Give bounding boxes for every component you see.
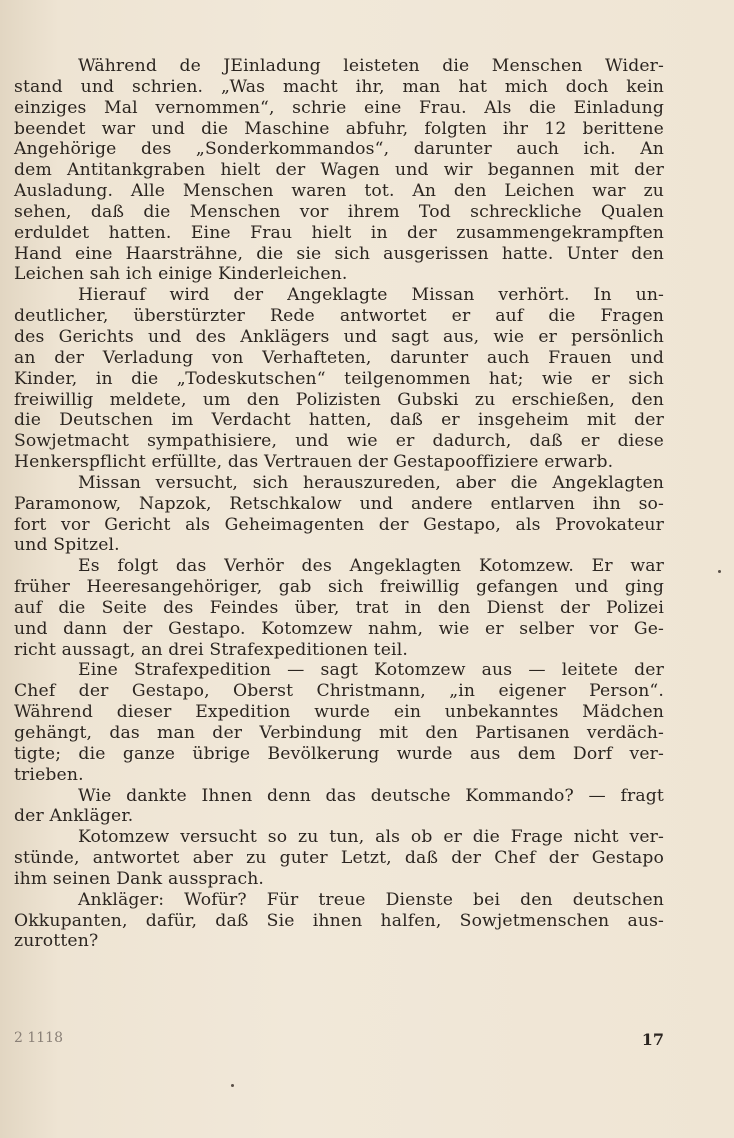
print-speck [718,570,721,573]
text-line: beendet war und die Maschine abfuhr, folgten ihr 12 berittene [14,118,664,139]
text-line: erduldet hatten. Eine Frau hielt in der zusammengekrampften [14,222,664,243]
text-line: Sowjetmacht sympathisiere, und wie er dadurch, daß er diese [14,431,664,452]
text-line: Paramonow, Napzok, Retschkalow und andere entlarven ihn so- [14,493,664,514]
text-line: gehängt, das man der Verbindung mit den Partisanen verdäch- [14,723,664,743]
paragraph [14,473,664,556]
text-line: Hand eine Haarsträhne, die sie sich ausgerissen hatte. Unter den [14,243,664,264]
text-line: trieben. [14,764,84,785]
text-line: richt aussagt, an drei Strafexpeditionen teil. [14,639,408,660]
text-line: sehen, daß die Menschen vor ihrem Tod schreckliche Qualen [14,201,664,222]
text-line: Missan versucht, sich herauszureden, aber die Angeklagten [78,472,664,493]
text-line: Während dieser Expedition wurde ein unbekanntes Mädchen [14,702,664,723]
paragraph [14,285,664,473]
paragraph [14,660,664,785]
text-line: auf die Seite des Feindes über, trat in den Dienst der Polizei [14,597,664,618]
text-line: deutlicher, überstürzter Rede antwortet er auf die Fragen [14,306,664,327]
text-line: und Spitzel. [14,535,120,556]
text-line: Es folgt das Verhör des Angeklagten Kotomzew. Er war [78,556,664,577]
paragraph [14,556,664,660]
text-line: der Ankläger. [14,806,134,827]
text-line: fort vor Gericht als Geheimagenten der Gestapo, als Provokateur [14,514,664,535]
text-line: Okkupanten, dafür, daß Sie ihnen halfen, Sowjetmenschen aus- [14,910,664,931]
page-number: 17 [641,1030,664,1049]
text-line: einziges Mal vernommen“, schrie eine Frau. Als die Einladung [14,97,664,118]
print-code: 2 1118 [14,1030,63,1046]
text-line: tigte; die ganze übrige Bevölkerung wurde aus dem Dorf ver- [14,743,664,764]
text-line: ihm seinen Dank aussprach. [14,868,265,889]
text-line: Wie dankte Ihnen denn das deutsche Kommando? — fragt [78,785,664,806]
text-line: Leichen sah ich einige Kinderleichen. [14,264,348,285]
body-text [14,56,664,952]
text-line: Hierauf wird der Angeklagte Missan verhört. In un- [78,285,664,306]
text-line: freiwillig meldete, um den Polizisten Gubski zu erschießen, den [14,389,664,410]
text-line: Kotomzew versucht so zu tun, als ob er die Frage nicht ver- [78,827,664,848]
text-line: Kinder, in die „Todeskutschen“ teilgenommen hat; wie er sich [14,368,664,389]
text-line: an der Verladung von Verhafteten, darunter auch Frauen und [14,347,664,368]
paragraph [14,56,664,285]
text-line: Ausladung. Alle Menschen waren tot. An den Leichen war zu [14,181,664,202]
paragraph [14,786,664,828]
text-line: dem Antitankgraben hielt der Wagen und wir begannen mit der [14,160,664,181]
text-line: die Deutschen im Verdacht hatten, daß er insgeheim mit der [14,410,664,431]
text-line: Während de JEinladung leisteten die Menschen Wider- [78,56,664,76]
print-speck [231,1084,234,1087]
text-line: zurotten? [14,931,99,952]
text-line: stand und schrien. „Was macht ihr, man hat mich doch kein [14,76,664,97]
text-line: Henkerspflicht erfüllte, das Vertrauen der Gestapooffiziere erwarb. [14,452,614,473]
text-line: stünde, antwortet aber zu guter Letzt, daß der Chef der Gestapo [14,848,664,869]
text-line: und dann der Gestapo. Kotomzew nahm, wie er selber vor Ge- [14,618,664,639]
text-line: Angehörige des „Sonderkommandos“, darunter auch ich. An [14,139,664,160]
paragraph [14,890,664,953]
text-line: Ankläger: Wofür? Für treue Dienste bei den deutschen [78,889,664,910]
text-line: Eine Strafexpedition — sagt Kotomzew aus — leitete der [78,660,664,681]
text-line: des Gerichts und des Anklägers und sagt aus, wie er persönlich [14,326,664,347]
paragraph [14,827,664,890]
text-line: früher Heeresangehöriger, gab sich freiwillig gefangen und ging [14,577,664,598]
text-line: Chef der Gestapo, Oberst Christmann, „in eigener Person“. [14,681,664,702]
